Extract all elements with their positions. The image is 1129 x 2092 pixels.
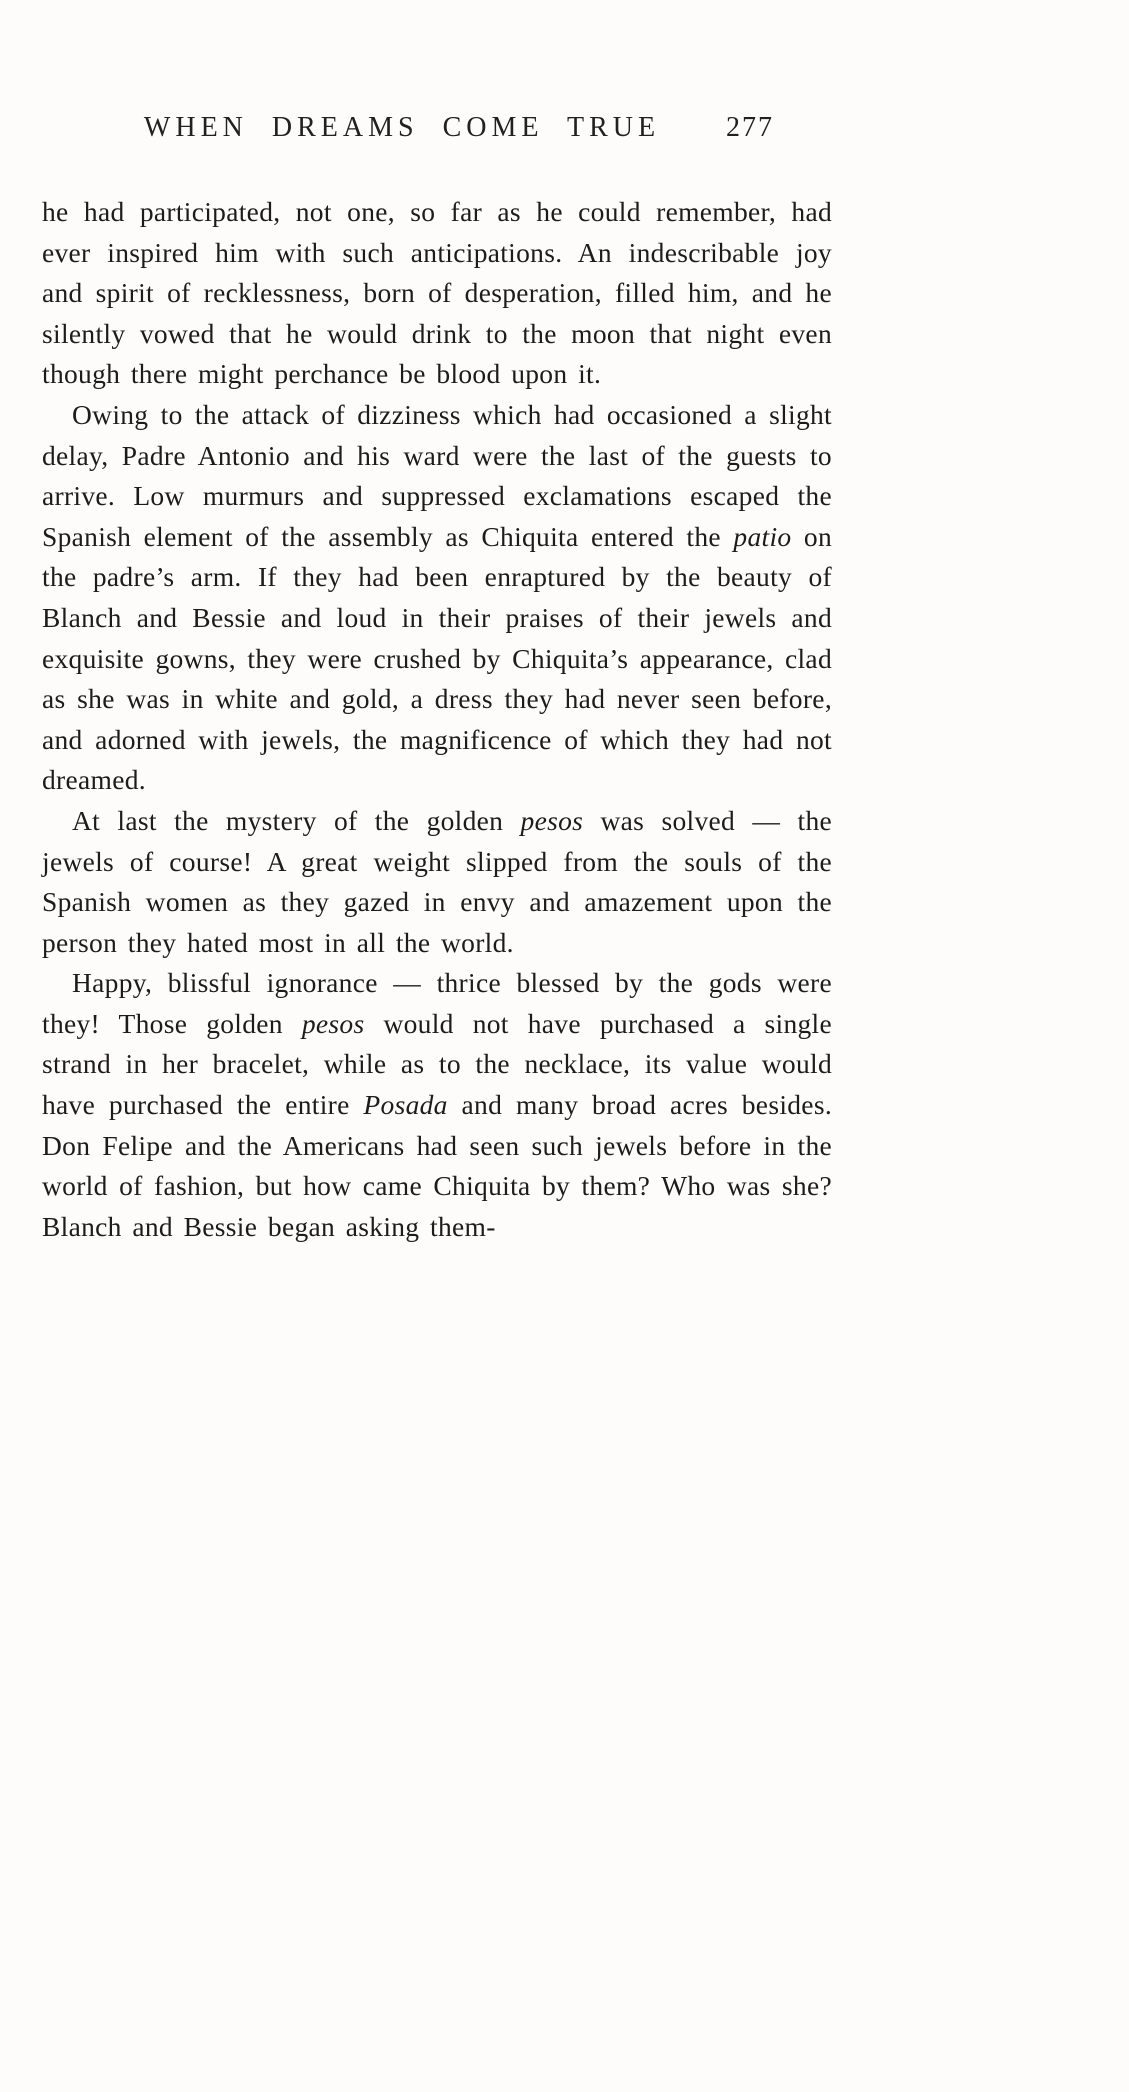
text-run: and many broad acres besides. Don Felipe and the Americans had seen such jewels before in the world of fashion, but how came Chiquita by them? Who was she? Blanch and Bessie began asking them- bbox=[42, 1089, 832, 1242]
paragraph bbox=[42, 192, 832, 395]
page-header bbox=[42, 112, 832, 156]
text-run: he had participated, not one, so far as he could remember, had ever inspired him with such anticipations. An indescribable joy and spirit of recklessness, born of desperation, filled him, and he silently vowed that he would drink to the moon that night even though there might perchance be blood upon it. bbox=[42, 196, 832, 390]
text-run: Happy, blissful ignorance — thrice blessed by the gods were they! Those golden bbox=[42, 967, 832, 1039]
running-title: WHEN DREAMS COME TRUE bbox=[143, 112, 661, 143]
paragraph bbox=[42, 963, 832, 1247]
text-run: would not have purchased a single strand in her bracelet, while as to the necklace, its value would have purchased the entire bbox=[42, 1007, 832, 1121]
page-content bbox=[42, 112, 832, 1247]
paragraph bbox=[42, 801, 832, 963]
italic-text-run: Posada bbox=[363, 1089, 448, 1121]
text-run: was solved — the jewels of course! A great weight slipped from the souls of the Spanish women as they gazed in envy and amazement upon the person they hated most in all the world. bbox=[42, 804, 832, 958]
page-number: 277 bbox=[726, 112, 774, 143]
italic-text-run: pesos bbox=[301, 1007, 365, 1039]
italic-text-run: pesos bbox=[520, 804, 584, 836]
italic-text-run: patio bbox=[733, 520, 792, 552]
paragraph bbox=[42, 395, 832, 801]
page-body bbox=[42, 192, 832, 1247]
text-run: Owing to the attack of dizziness which had occasioned a slight delay, Padre Antonio and his ward were the last of the guests to arrive. Low murmurs and suppressed exclamations escaped the Spanish element of the assembly as Chiquita entered the bbox=[42, 398, 832, 552]
text-run: At last the mystery of the golden bbox=[72, 804, 521, 836]
text-run: on the padre’s arm. If they had been enraptured by the beauty of Blanch and Bessie and loud in their praises of their jewels and exquisite gowns, they were crushed by Chiquita’s appearance, clad as she was in white and gold, a dress they had never seen before, and adorned with jewels, the magnificence of which they had not dreamed. bbox=[42, 520, 833, 796]
